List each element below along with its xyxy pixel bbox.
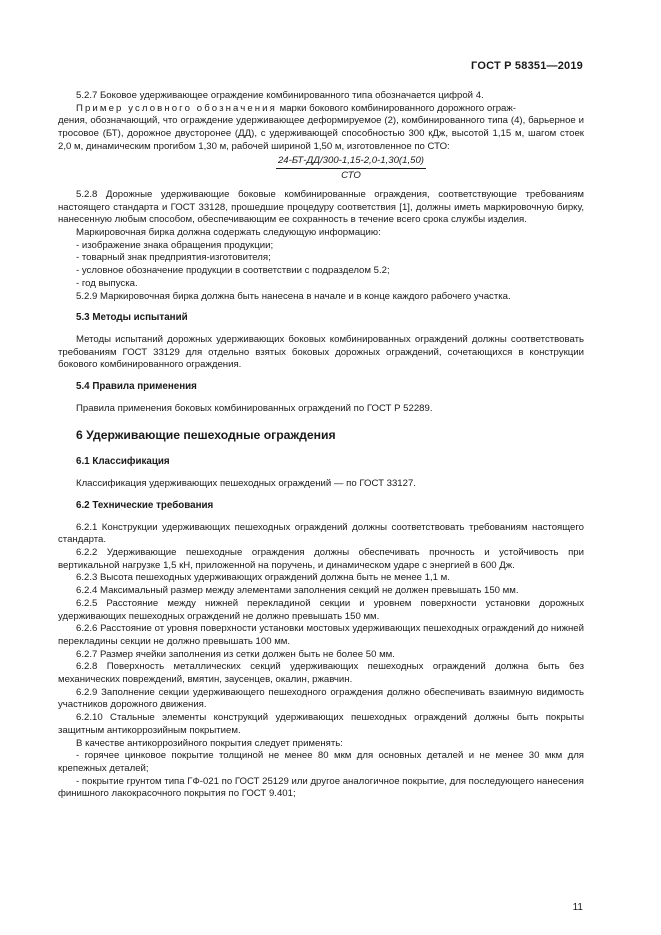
clause-5-2-8: 5.2.8 Дорожные удерживающие боковые комбинированные ограждения, соответствующие требованиям настоящего стандарта и ГОСТ 33128, прошедшие процедуру соответствия [1], должны иметь маркировочную бирку, нанесенную любым способом, обеспечивающим ее сохранность в течение всего срока службы изделия. (58, 188, 584, 226)
page-body (58, 90, 584, 801)
formula-denominator: СТО (341, 170, 361, 182)
list-item: - товарный знак предприятия-изготовителя; (76, 252, 271, 264)
clause-5-2-7: 5.2.7 Боковое удерживающее ограждение комбинированного типа обозначается цифрой 4. (76, 90, 484, 101)
clause-6-2-9: 6.2.9 Заполнение секции удерживающего пешеходного ограждения должно обеспечивать взаимную видимость участников дорожного движения. (58, 686, 584, 711)
clause-6-2-8: 6.2.8 Поверхность металлических секций удерживающих пешеходных ограждений должна быть без механических повреждений, вмятин, заусенцев, окалин, ржавчин. (58, 661, 584, 686)
example-first-text: марки бокового комбинированного дорожного ограж- (276, 102, 516, 114)
formula-numerator: 24-БТ-ДД/300-1,15-2,0-1,30(1,50) (276, 155, 426, 170)
clause-6-2-3: 6.2.3 Высота пешеходных удерживающих ограждений должна быть не менее 1,1 м. (76, 572, 450, 584)
section-5-4-text: Правила применения боковых комбинированных ограждений по ГОСТ Р 52289. (76, 402, 433, 414)
coating-intro: В качестве антикоррозийного покрытия следует применять: (76, 737, 343, 749)
designation-formula (58, 155, 584, 183)
clause-6-2-7: 6.2.7 Размер ячейки заполнения из сетки должен быть не более 50 мм. (76, 648, 395, 660)
clause-6-2-5: 6.2.5 Расстояние между нижней перекладиной секции и уровнем поверхности установки дорожных удерживающих пешеходных ограждений не должно превышать 150 мм. (58, 597, 584, 622)
page-number: 11 (572, 902, 583, 913)
section-6-1-text: Классификация удерживающих пешеходных ограждений — по ГОСТ 33127. (76, 478, 416, 490)
list-item: - условное обозначение продукции в соответствии с подразделом 5.2; (76, 265, 390, 277)
document-code-header: ГОСТ Р 58351—2019 (471, 60, 583, 72)
list-item: - изображение знака обращения продукции; (76, 239, 274, 251)
section-heading-6-2: 6.2 Технические требования (76, 499, 214, 511)
section-5-3-text: Методы испытаний дорожных удерживающих боковых комбинированных ограждений должны соответствовать требованиям ГОСТ 33129 для отдельно взятых боковых дорожных ограждений, сочетающихся в конструкции бокового комбинированного ограждения. (58, 333, 584, 371)
clause-6-2-1: 6.2.1 Конструкции удерживающих пешеходных ограждений должны соответствовать требованиям настоящего стандарта. (58, 521, 584, 546)
example-paragraph-first-line (58, 103, 584, 116)
clause-6-2-2: 6.2.2 Удерживающие пешеходные ограждения должны обеспечивать прочность и устойчивость при вертикальной нагрузке 1,5 кН, приложенной на поручень, и динамическом ударе с энергией в 600 Дж. (58, 546, 584, 571)
clause-6-2-4: 6.2.4 Максимальный размер между элементами заполнения секций не должен превышать 150 мм. (76, 585, 519, 597)
example-paragraph-rest: дения, обозначающий, что ограждение удерживающее деформируемое (2), комбинированного типа (4), барьерное и тросовое (БТ), дорожное двусторонее (ДД), с удерживающей способностью 300 кДж, высотой 1,15 м, шагом стоек 2,0 м, динамическим прогибом 1,30 м, рабочей шириной 1,50 м, изготовленное по СТО: (58, 115, 584, 152)
section-heading-6-1: 6.1 Классификация (76, 456, 170, 468)
section-heading-5-4: 5.4 Правила применения (76, 381, 197, 393)
list-item: - покрытие грунтом типа ГФ-021 по ГОСТ 25129 или другое аналогичное покрытие, для последующего нанесения финишного лакокрасочного покрытия по ГОСТ 9.401; (58, 775, 584, 800)
tag-intro: Маркировочная бирка должна содержать следующую информацию: (76, 227, 381, 239)
list-item: - год выпуска. (76, 277, 138, 289)
clause-6-2-10: 6.2.10 Стальные элементы конструкций удерживающих пешеходных ограждений должны быть покрыты защитным антикоррозийным покрытием. (58, 712, 584, 736)
section-heading-6: 6 Удерживающие пешеходные ограждения (76, 428, 336, 443)
section-heading-5-3: 5.3 Методы испытаний (76, 312, 188, 324)
clause-6-2-6: 6.2.6 Расстояние от уровня поверхности установки мостовых удерживающих пешеходных ограждений до нижней перекладины секции не должно превышать 100 мм. (58, 623, 584, 647)
list-item: - горячее цинковое покрытие толщиной не менее 80 мкм для основных деталей и не менее 30 мкм для крепежных деталей; (58, 750, 584, 774)
clause-5-2-9: 5.2.9 Маркировочная бирка должна быть нанесена в начале и в конце каждого рабочего участка. (76, 290, 511, 302)
example-label: Пример условного обозначения (76, 102, 277, 114)
